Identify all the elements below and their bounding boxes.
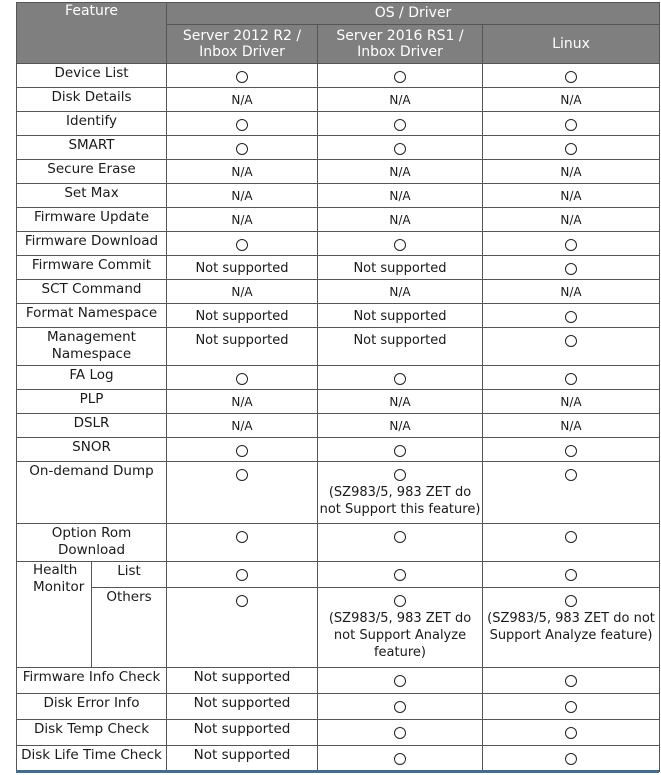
- support-cell: [167, 64, 318, 88]
- table-row: [17, 232, 660, 256]
- table-row: [17, 160, 660, 184]
- supported-circle-icon: [236, 569, 248, 581]
- supported-circle-icon: [394, 569, 406, 581]
- header-os-driver: OS / Driver: [167, 3, 660, 25]
- bottom-rule: [16, 770, 659, 773]
- support-cell: [483, 160, 660, 184]
- supported-circle-icon: [565, 143, 577, 155]
- support-cell: [483, 112, 660, 136]
- table-row: [17, 414, 660, 438]
- cell-text: N/A: [560, 419, 582, 433]
- feature-name: Identify: [17, 112, 167, 136]
- support-cell: [318, 366, 483, 390]
- cell-note: (SZ983/5, 983 ZET do not Support Analyze feature): [328, 611, 472, 660]
- supported-circle-icon: [565, 701, 577, 713]
- support-cell: [167, 588, 318, 668]
- supported-circle-icon: [394, 239, 406, 251]
- cell-text: N/A: [231, 165, 253, 179]
- supported-circle-icon: [236, 373, 248, 385]
- cell-text: N/A: [231, 285, 253, 299]
- support-cell: [483, 232, 660, 256]
- feature-support-table: [16, 2, 660, 772]
- cell-text: N/A: [231, 93, 253, 107]
- supported-circle-icon: [565, 595, 577, 607]
- health-monitor-list-label: List: [92, 562, 167, 588]
- feature-support-table-container: [16, 2, 659, 772]
- support-cell: [483, 668, 660, 694]
- support-cell: [483, 462, 660, 524]
- cell-text: N/A: [389, 93, 411, 107]
- table-body: [17, 64, 660, 772]
- supported-circle-icon: [565, 119, 577, 131]
- supported-circle-icon: [394, 727, 406, 739]
- support-cell: [318, 438, 483, 462]
- cell-text: Not supported: [353, 309, 447, 324]
- support-cell: [318, 390, 483, 414]
- support-cell: [318, 232, 483, 256]
- table-row: [17, 746, 660, 772]
- support-cell: [167, 438, 318, 462]
- header-feature: Feature: [17, 3, 167, 64]
- supported-circle-icon: [394, 531, 406, 543]
- support-cell: [318, 304, 483, 328]
- supported-circle-icon: [565, 531, 577, 543]
- support-cell: [167, 562, 318, 588]
- feature-name: DSLR: [17, 414, 167, 438]
- cell-text: N/A: [560, 165, 582, 179]
- support-cell: [318, 88, 483, 112]
- support-cell: [167, 184, 318, 208]
- feature-name: Secure Erase: [17, 160, 167, 184]
- cell-text: N/A: [560, 285, 582, 299]
- table-row: [17, 720, 660, 746]
- support-cell: [318, 256, 483, 280]
- table-row: [17, 562, 660, 588]
- supported-circle-icon: [565, 311, 577, 323]
- feature-name: Format Namespace: [17, 304, 167, 328]
- support-cell: [167, 462, 318, 524]
- support-cell: [167, 668, 318, 694]
- cell-text: N/A: [231, 419, 253, 433]
- feature-name: Disk Life Time Check: [17, 746, 167, 772]
- supported-circle-icon: [394, 373, 406, 385]
- support-cell: [318, 136, 483, 160]
- supported-circle-icon: [565, 335, 577, 347]
- support-cell: [483, 256, 660, 280]
- cell-text: N/A: [560, 189, 582, 203]
- cell-text: N/A: [560, 213, 582, 227]
- feature-name: Firmware Commit: [17, 256, 167, 280]
- cell-text: N/A: [389, 285, 411, 299]
- supported-circle-icon: [394, 119, 406, 131]
- table-row: [17, 136, 660, 160]
- support-cell: [167, 88, 318, 112]
- feature-name: Option Rom Download: [17, 524, 167, 562]
- header-linux: Linux: [483, 25, 660, 64]
- cell-text: Not supported: [195, 333, 289, 348]
- cell-note: (SZ983/5, 983 ZET do not Support Analyze feature): [487, 611, 655, 643]
- cell-text: Not supported: [195, 309, 289, 324]
- support-cell: [318, 160, 483, 184]
- table-row: [17, 438, 660, 462]
- table-row: [17, 390, 660, 414]
- supported-circle-icon: [394, 469, 406, 481]
- feature-name: Management Namespace: [17, 328, 167, 366]
- table-row: [17, 208, 660, 232]
- cell-text: Not supported: [353, 261, 447, 276]
- feature-name: Device List: [17, 64, 167, 88]
- support-cell: [318, 280, 483, 304]
- feature-name: Disk Details: [17, 88, 167, 112]
- supported-circle-icon: [236, 445, 248, 457]
- support-cell: [318, 562, 483, 588]
- supported-circle-icon: [394, 701, 406, 713]
- support-cell: [318, 524, 483, 562]
- health-monitor-label: Health Monitor: [17, 562, 92, 668]
- support-cell: [167, 232, 318, 256]
- support-cell: [483, 366, 660, 390]
- support-cell: [483, 562, 660, 588]
- cell-text: Not supported: [353, 333, 447, 348]
- supported-circle-icon: [565, 71, 577, 83]
- support-cell: [318, 720, 483, 746]
- support-cell: [167, 720, 318, 746]
- table-row: [17, 588, 660, 668]
- cell-text: N/A: [389, 419, 411, 433]
- support-cell: [318, 184, 483, 208]
- support-cell: [483, 588, 660, 668]
- support-cell: [167, 136, 318, 160]
- supported-circle-icon: [236, 143, 248, 155]
- support-cell: [318, 588, 483, 668]
- cell-text: N/A: [231, 395, 253, 409]
- table-row: [17, 366, 660, 390]
- feature-name: Set Max: [17, 184, 167, 208]
- support-cell: [483, 64, 660, 88]
- support-cell: [483, 746, 660, 772]
- health-monitor-others-label: Others: [92, 588, 167, 668]
- supported-circle-icon: [565, 727, 577, 739]
- supported-circle-icon: [565, 469, 577, 481]
- support-cell: [167, 208, 318, 232]
- table-row: [17, 112, 660, 136]
- cell-text: N/A: [560, 93, 582, 107]
- supported-circle-icon: [565, 753, 577, 765]
- feature-name: SNOR: [17, 438, 167, 462]
- table-row: [17, 694, 660, 720]
- supported-circle-icon: [236, 71, 248, 83]
- support-cell: [483, 208, 660, 232]
- supported-circle-icon: [236, 595, 248, 607]
- table-row: [17, 280, 660, 304]
- support-cell: [167, 328, 318, 366]
- cell-text: Not supported: [195, 261, 289, 276]
- support-cell: [318, 462, 483, 524]
- feature-name: FA Log: [17, 366, 167, 390]
- support-cell: [167, 414, 318, 438]
- cell-text: Not supported: [193, 695, 291, 711]
- table-row: [17, 304, 660, 328]
- table-row: [17, 462, 660, 524]
- table-row: [17, 328, 660, 366]
- supported-circle-icon: [394, 143, 406, 155]
- supported-circle-icon: [394, 445, 406, 457]
- cell-text: N/A: [231, 189, 253, 203]
- supported-circle-icon: [565, 239, 577, 251]
- support-cell: [318, 64, 483, 88]
- support-cell: [318, 328, 483, 366]
- support-cell: [318, 414, 483, 438]
- feature-name: SMART: [17, 136, 167, 160]
- support-cell: [318, 668, 483, 694]
- support-cell: [483, 304, 660, 328]
- support-cell: [483, 390, 660, 414]
- support-cell: [318, 694, 483, 720]
- table-row: [17, 64, 660, 88]
- support-cell: [318, 112, 483, 136]
- support-cell: [483, 438, 660, 462]
- cell-text: N/A: [389, 189, 411, 203]
- support-cell: [318, 746, 483, 772]
- table-row: [17, 88, 660, 112]
- support-cell: [483, 136, 660, 160]
- feature-name: Firmware Info Check: [17, 668, 167, 694]
- header-server-2016: Server 2016 RS1 / Inbox Driver: [318, 25, 483, 64]
- support-cell: [483, 184, 660, 208]
- table-row: [17, 184, 660, 208]
- support-cell: [483, 694, 660, 720]
- feature-name: Firmware Download: [17, 232, 167, 256]
- supported-circle-icon: [565, 675, 577, 687]
- cell-text: Not supported: [193, 669, 291, 685]
- support-cell: [483, 328, 660, 366]
- feature-name: SCT Command: [17, 280, 167, 304]
- support-cell: [167, 694, 318, 720]
- support-cell: [167, 256, 318, 280]
- support-cell: [167, 160, 318, 184]
- support-cell: [167, 280, 318, 304]
- supported-circle-icon: [565, 263, 577, 275]
- support-cell: [318, 208, 483, 232]
- table-row: [17, 668, 660, 694]
- support-cell: [167, 390, 318, 414]
- support-cell: [167, 524, 318, 562]
- feature-name: On-demand Dump: [17, 462, 167, 524]
- cell-note: (SZ983/5, 983 ZET do not Support this feature): [319, 485, 481, 517]
- feature-name: Disk Temp Check: [17, 720, 167, 746]
- supported-circle-icon: [565, 445, 577, 457]
- support-cell: [167, 304, 318, 328]
- supported-circle-icon: [394, 71, 406, 83]
- supported-circle-icon: [236, 531, 248, 543]
- cell-text: Not supported: [193, 747, 291, 763]
- cell-text: Not supported: [193, 721, 291, 737]
- support-cell: [483, 720, 660, 746]
- supported-circle-icon: [565, 569, 577, 581]
- support-cell: [483, 88, 660, 112]
- supported-circle-icon: [236, 239, 248, 251]
- supported-circle-icon: [565, 373, 577, 385]
- support-cell: [483, 524, 660, 562]
- table-row: [17, 524, 660, 562]
- feature-name: PLP: [17, 390, 167, 414]
- cell-text: N/A: [231, 213, 253, 227]
- header-server-2012: Server 2012 R2 / Inbox Driver: [167, 25, 318, 64]
- support-cell: [167, 112, 318, 136]
- supported-circle-icon: [394, 753, 406, 765]
- feature-name: Disk Error Info: [17, 694, 167, 720]
- supported-circle-icon: [394, 595, 406, 607]
- supported-circle-icon: [236, 469, 248, 481]
- table-row: [17, 256, 660, 280]
- supported-circle-icon: [236, 119, 248, 131]
- support-cell: [483, 280, 660, 304]
- cell-text: N/A: [560, 395, 582, 409]
- support-cell: [167, 366, 318, 390]
- feature-name: Firmware Update: [17, 208, 167, 232]
- support-cell: [483, 414, 660, 438]
- cell-text: N/A: [389, 165, 411, 179]
- cell-text: N/A: [389, 395, 411, 409]
- cell-text: N/A: [389, 213, 411, 227]
- support-cell: [167, 746, 318, 772]
- supported-circle-icon: [394, 675, 406, 687]
